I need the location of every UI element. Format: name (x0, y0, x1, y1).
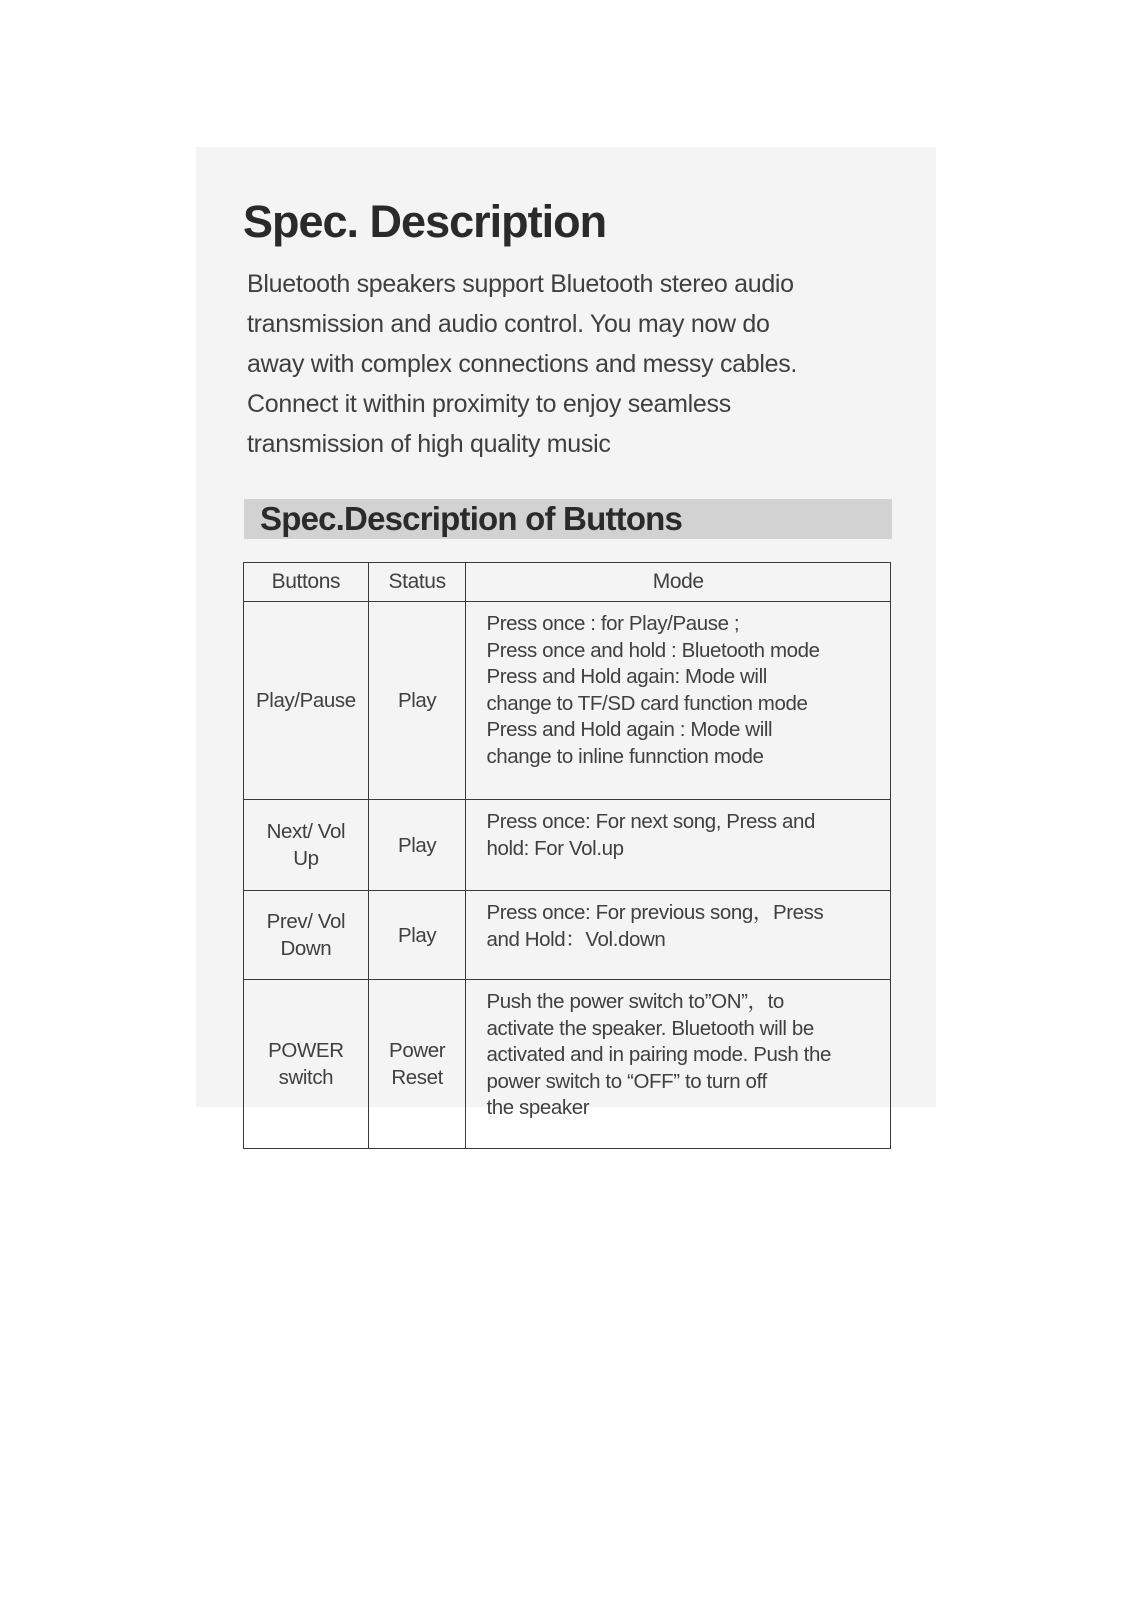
section-title: Spec.Description of Buttons (260, 500, 683, 537)
intro-line: Connect it within proximity to enjoy seamless (247, 390, 731, 418)
cell-status (368, 980, 466, 1149)
cell-button (244, 800, 369, 891)
mode-line: Press once: For next song, Press and (486, 810, 816, 833)
intro-line: Bluetooth speakers support Bluetooth stereo audio (247, 270, 794, 298)
cell-status (368, 891, 466, 980)
intro-line: transmission and audio control. You may now do (247, 310, 770, 338)
table-row (244, 891, 891, 980)
cell-button (244, 980, 369, 1149)
mode-line: and Hold：Vol.down (486, 927, 666, 951)
cell-mode (466, 800, 891, 891)
mode-line: power switch to “OFF” to turn off (486, 1069, 767, 1093)
header-mode: Mode (466, 563, 891, 602)
mode-line: Press and Hold again : Mode will (486, 718, 773, 742)
status-value: Power (389, 1039, 446, 1062)
mode-line: Press once : for Play/Pause ; (486, 612, 740, 635)
cell-mode (466, 980, 891, 1149)
button-name: POWER (268, 1039, 344, 1062)
cell-button (244, 602, 369, 800)
intro-paragraph (247, 264, 887, 464)
status-value: Reset (391, 1066, 443, 1089)
cell-mode (466, 891, 891, 980)
buttons-spec-table (243, 562, 891, 1149)
mode-line: Push the power switch to”ON”，to (486, 990, 784, 1013)
button-name: Prev/ Vol (266, 910, 346, 933)
mode-line: Press once: For previous song，Press (486, 901, 824, 924)
table-row (244, 800, 891, 891)
cell-button (244, 891, 369, 980)
intro-line: transmission of high quality music (247, 430, 611, 458)
mode-line: activated and in pairing mode. Push the (486, 1043, 831, 1067)
section-header-bar (244, 499, 892, 539)
page-title: Spec. Description (243, 196, 607, 247)
button-name: switch (278, 1066, 334, 1089)
mode-line: Press once and hold : Bluetooth mode (486, 638, 820, 662)
button-name: Up (293, 847, 319, 870)
cell-status (368, 602, 466, 800)
button-name: Play/Pause (256, 689, 356, 712)
mode-line: hold: For Vol.up (486, 836, 624, 860)
cell-mode (466, 602, 891, 800)
table-row (244, 980, 891, 1149)
mode-line: the speaker (486, 1096, 590, 1120)
status-value: Play (397, 833, 437, 857)
status-value: Play (397, 689, 437, 712)
status-value: Play (397, 923, 437, 947)
button-name: Down (280, 937, 332, 960)
mode-line: change to inline funnction mode (486, 744, 764, 768)
intro-line: away with complex connections and messy cables. (247, 350, 798, 378)
mode-line: Press and Hold again: Mode will (486, 665, 767, 689)
table-row (244, 602, 891, 800)
header-buttons: Buttons (244, 563, 369, 602)
mode-line: change to TF/SD card function mode (486, 691, 808, 715)
table-header-row (244, 563, 891, 602)
cell-status (368, 800, 466, 891)
header-status: Status (368, 563, 466, 602)
mode-line: activate the speaker. Bluetooth will be (486, 1016, 814, 1040)
button-name: Next/ Vol (266, 820, 346, 843)
